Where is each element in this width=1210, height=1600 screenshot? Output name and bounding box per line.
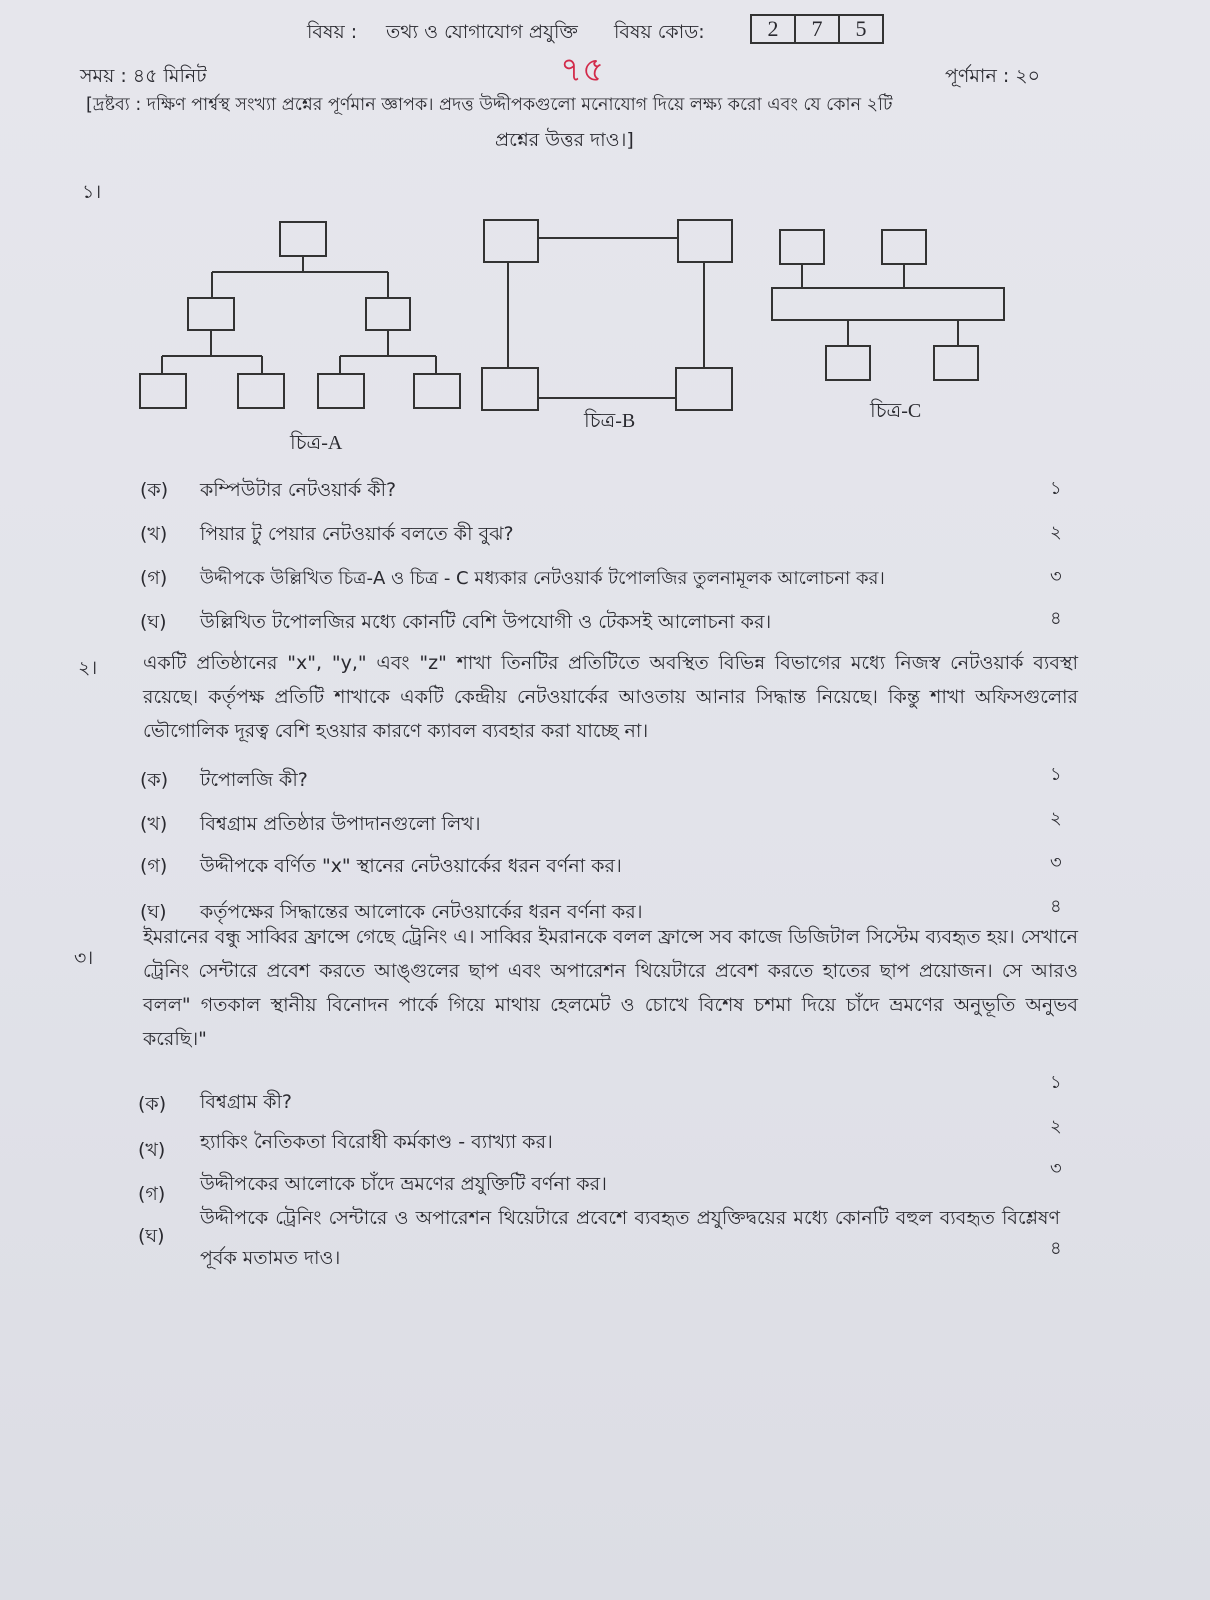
part-marks: ৩ — [1050, 852, 1062, 873]
figure-c-label: চিত্র-C — [870, 400, 922, 422]
part-label: (খ) — [138, 1139, 166, 1161]
part-label: (গ) — [140, 855, 168, 877]
part-text: উদ্দীপকের আলোকে চাঁদে ভ্রমণের প্রযুক্তিটি বর্ণনা কর। — [200, 1173, 607, 1195]
part-label: (ক) — [138, 1093, 167, 1115]
part-marks: ২ — [1050, 522, 1062, 543]
subject-code-label: বিষয় কোড: — [614, 21, 705, 43]
part-marks: ১ — [1050, 1072, 1062, 1093]
part-text: বিশ্বগ্রাম কী? — [200, 1091, 293, 1113]
part-text: উদ্দীপকে বর্ণিত "x" স্থানের নেটওয়ার্কের ধরন বর্ণনা কর। — [200, 855, 622, 877]
instruction-line-2: প্রশ্নের উত্তর দাও।] — [495, 129, 634, 151]
part-marks: ২ — [1050, 808, 1062, 829]
full-marks: পূর্ণমান : ২০ — [945, 65, 1040, 87]
part-label: (গ) — [140, 567, 168, 589]
part-marks: ২ — [1050, 1116, 1062, 1137]
part-text: বিশ্বগ্রাম প্রতিষ্ঠার উপাদানগুলো লিখ। — [200, 813, 481, 835]
part-text: উল্লিখিত টপোলজির মধ্যে কোনটি বেশি উপযোগী ও টেকসই আলোচনা কর। — [200, 611, 772, 633]
part-text: হ্যাকিং নৈতিকতা বিরোধী কর্মকাণ্ড - ব্যাখ্যা কর। — [200, 1131, 553, 1153]
question-2-stem: একটি প্রতিষ্ঠানের "x", "y," এবং "z" শাখা তিনটির প্রতিটিতে অবস্থিত বিভিন্ন বিভাগের মধ্যে নিজস্ব নেটওয়ার্ক ব্যবস্থা রয়েছে। কর্তৃপক্ষ প্রতিটি শাখাকে একটি কেন্দ্রীয় নেটওয়ার্কের আওতায় আনার সিদ্ধান্ত নিয়েছে। কিন্তু শাখা অফিসগুলোর ভৌগোলিক দূরত্ব বেশি হওয়ার কারণে ক্যাবল ব্যবহার করা যাচ্ছে না। — [143, 652, 1078, 742]
figure-a-label: চিত্র-A — [290, 432, 343, 454]
exam-time: সময় : ৪৫ মিনিট — [80, 65, 207, 87]
part-label: (ঘ) — [138, 1225, 165, 1247]
part-label: (ক) — [140, 769, 169, 791]
part-marks: ৩ — [1050, 1158, 1062, 1179]
part-label: (ঘ) — [140, 901, 167, 923]
part-text: টপোলজি কী? — [200, 769, 308, 791]
subject-name: তথ্য ও যোগাযোগ প্রযুক্তি — [386, 21, 578, 43]
part-text: উদ্দীপকে ট্রেনিং সেন্টারে ও অপারেশন থিয়েটারে প্রবেশে ব্যবহৃত প্রযুক্তিদ্বয়ের মধ্যে কোনটি বহুল ব্যবহৃত বিশ্লেষণ পূর্বক মতামত দাও। — [200, 1207, 1060, 1269]
figure-c-bus-topology — [772, 230, 1004, 380]
part-marks: ১ — [1050, 478, 1062, 499]
question-3-stem: ইমরানের বন্ধু সাব্বির ফ্রান্সে গেছে ট্রেনিং এ। সাব্বির ইমরানকে বলল ফ্রান্সে সব কাজে ডিজিটাল সিস্টেম ব্যবহৃত হয়। সেখানে ট্রেনিং সেন্টারে প্রবেশ করতে আঙ্গুলের ছাপ এবং অপারেশন থিয়েটারে প্রবেশ করতে হাতের ছাপ প্রয়োজন। সে আরও বলল" গতকাল স্থানীয় বিনোদন পার্কে গিয়ে মাথায় হেলমেট ও চোখে বিশেষ চশমা দিয়ে চাঁদে ভ্রমণের অনুভূতি অনুভব করেছি।" — [143, 926, 1078, 1050]
part-text: কম্পিউটার নেটওয়ার্ক কী? — [200, 479, 397, 501]
part-text: কর্তৃপক্ষের সিদ্ধান্তের আলোকে নেটওয়ার্কের ধরন বর্ণনা কর। — [200, 901, 643, 923]
part-text: উদ্দীপকে উল্লিখিত চিত্র-A ও চিত্র - C মধ্যকার নেটওয়ার্ক টপোলজির তুলনামূলক আলোচনা কর। — [200, 568, 885, 589]
figure-b-label: চিত্র-B — [584, 410, 636, 432]
question-2-number: ২। — [78, 657, 98, 679]
figure-a-tree-topology — [140, 222, 460, 408]
part-label: (খ) — [140, 523, 168, 545]
part-text: পিয়ার টু পেয়ার নেটওয়ার্ক বলতে কী বুঝ? — [200, 523, 514, 545]
part-label: (ঘ) — [140, 611, 167, 633]
code-digit: 7 — [796, 16, 840, 42]
question-3-number: ৩। — [74, 947, 94, 969]
part-marks: ৪ — [1050, 896, 1062, 917]
part-marks: ৪ — [1050, 1238, 1062, 1259]
part-label: (খ) — [140, 813, 168, 835]
topology-diagrams — [0, 0, 1210, 460]
question-1-number: ১। — [82, 181, 102, 203]
part-marks: ৪ — [1050, 608, 1062, 629]
figure-b-ring-topology — [482, 220, 732, 410]
part-marks: ১ — [1050, 764, 1062, 785]
instruction-line-1: [দ্রষ্টব্য : দক্ষিণ পার্শ্বস্থ সংখ্যা প্রশ্নের পূর্ণমান জ্ঞাপক। প্রদত্ত উদ্দীপকগুলো মনোযোগ দিয়ে লক্ষ্য করো এবং যে কোন ২টি — [86, 95, 893, 115]
part-label: (গ) — [138, 1183, 166, 1205]
code-digit: 2 — [752, 16, 796, 42]
part-label: (ক) — [140, 479, 169, 501]
code-digit: 5 — [855, 16, 867, 41]
subject-label: বিষয় : — [307, 21, 358, 43]
handwritten-score: ৭৫ — [560, 50, 605, 90]
part-marks: ৩ — [1050, 566, 1062, 587]
